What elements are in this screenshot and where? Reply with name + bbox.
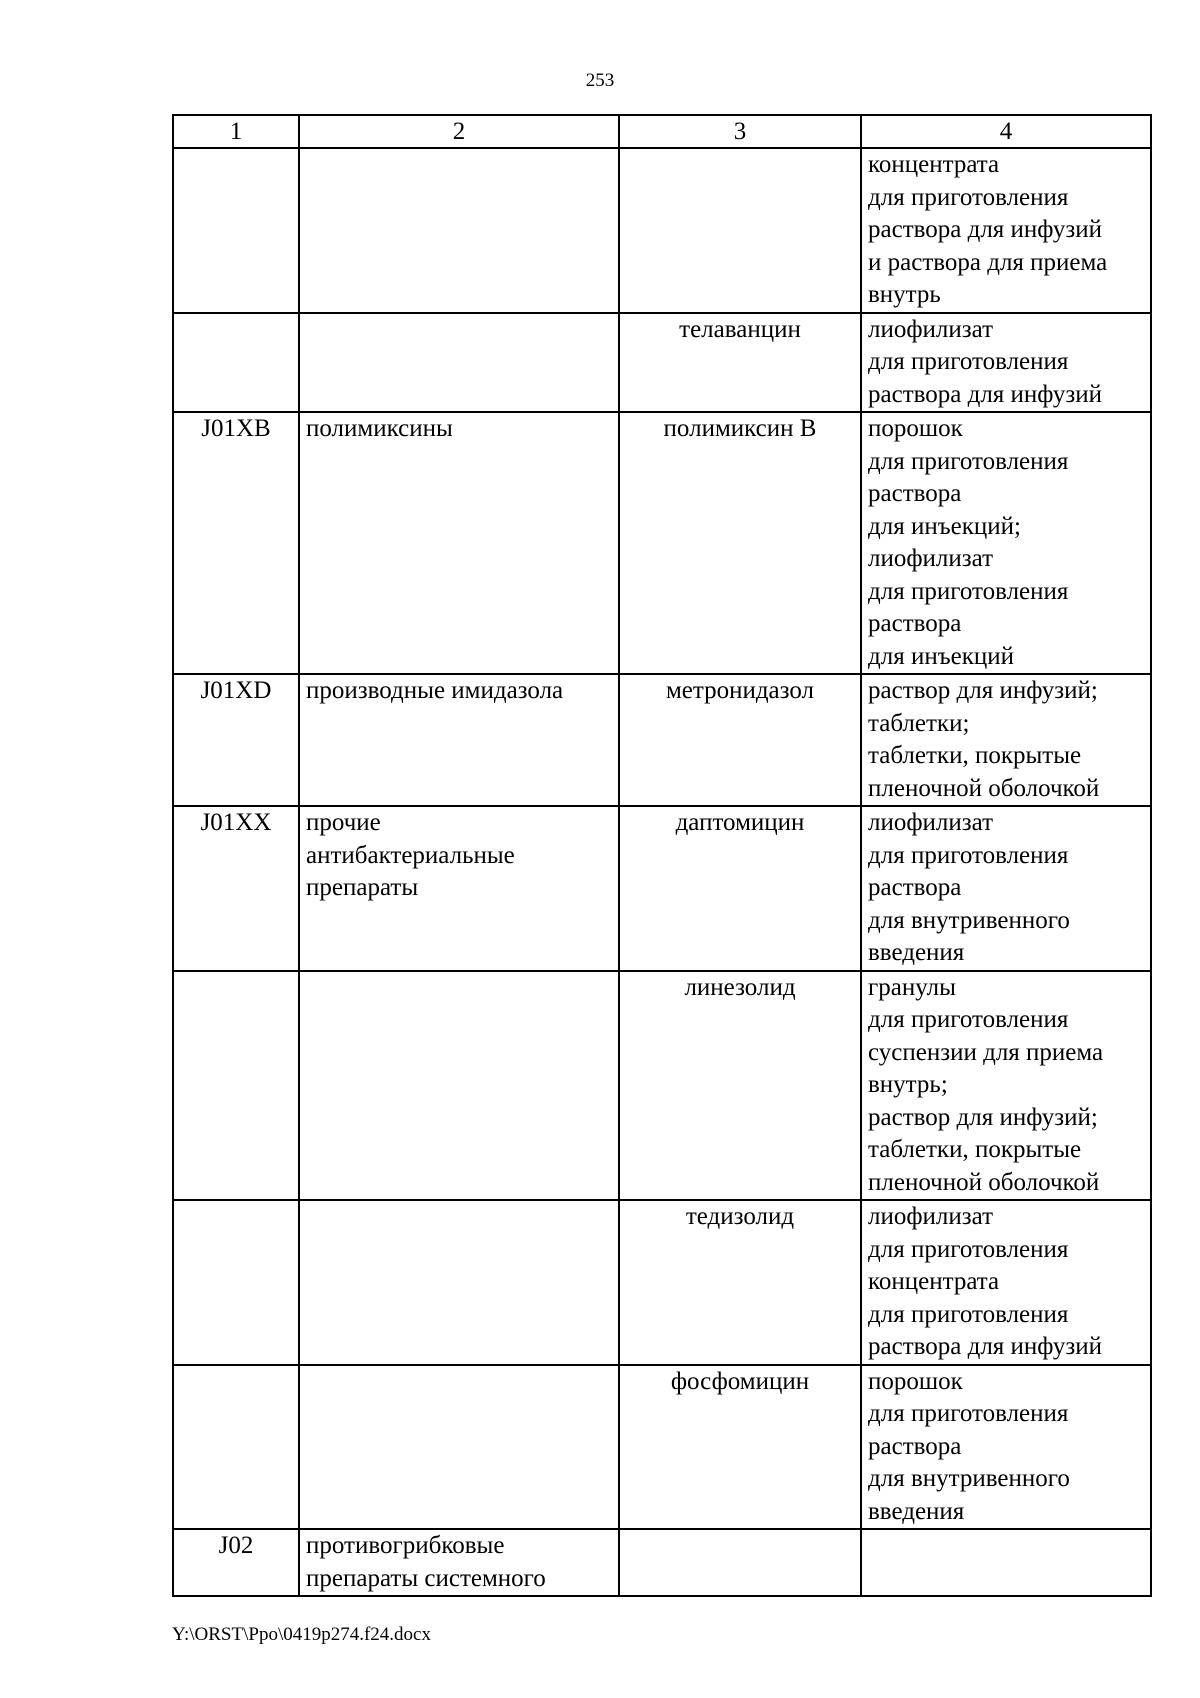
dosage-form-line: для приготовления — [868, 841, 1069, 869]
dosage-form-line: для инъекций — [868, 642, 1015, 670]
atc-code-cell — [173, 1365, 299, 1530]
drug-name-cell — [619, 148, 861, 313]
dosage-form-line: концентрата — [868, 151, 1000, 178]
dosage-form-line: гранулы — [868, 973, 956, 1001]
table-row — [173, 1365, 1151, 1530]
dosage-form-line: пленочной оболочкой — [868, 774, 1100, 802]
group-name-line: прочие — [306, 809, 381, 836]
dosage-form-line: лиофилизат — [868, 315, 994, 343]
dosage-form-line: раствора для инфузий — [868, 216, 1103, 243]
dosage-form-cell — [861, 1529, 1151, 1596]
drug-name-cell: метронидазол — [619, 674, 861, 806]
table-row — [173, 971, 1151, 1201]
dosage-form-cell — [861, 1200, 1151, 1365]
dosage-form-line: для приготовления — [868, 1400, 1069, 1427]
atc-code-cell — [173, 971, 299, 1201]
drug-name-cell — [619, 1529, 861, 1596]
dosage-form-line: для приготовления — [868, 183, 1069, 211]
table-row — [173, 1200, 1151, 1365]
atc-code-cell — [173, 313, 299, 413]
group-name-cell — [299, 806, 619, 971]
dosage-form-line: для инъекций; — [868, 512, 1021, 540]
column-header-2: 2 — [299, 115, 619, 148]
group-name-cell — [299, 1529, 619, 1596]
dosage-form-line: и раствора для приема — [868, 248, 1108, 276]
table-row — [173, 148, 1151, 313]
dosage-form-line: раствор для инфузий; — [868, 1103, 1098, 1131]
group-name-cell — [299, 412, 619, 674]
dosage-form-line: лиофилизат — [868, 545, 994, 572]
table-row — [173, 806, 1151, 971]
group-name-cell — [299, 674, 619, 806]
atc-code-cell — [173, 148, 299, 313]
dosage-form-cell — [861, 412, 1151, 674]
group-name-cell — [299, 1200, 619, 1365]
group-name-line: производные имидазола — [306, 677, 564, 704]
table-row — [173, 1529, 1151, 1596]
drug-name-cell: фосфомицин — [619, 1365, 861, 1530]
dosage-form-line: для приготовления — [868, 577, 1069, 605]
column-header-3: 3 — [619, 115, 861, 148]
atc-code-cell: J01XD — [173, 674, 299, 806]
dosage-form-line: для приготовления — [868, 1235, 1069, 1263]
dosage-form-line: раствора — [868, 874, 962, 901]
drug-name-cell: телаванцин — [619, 313, 861, 413]
dosage-form-cell — [861, 313, 1151, 413]
dosage-form-line: раствора — [868, 1432, 962, 1460]
table-body — [173, 148, 1151, 1596]
group-name-cell — [299, 1365, 619, 1530]
drug-table — [172, 114, 1152, 1597]
group-name-line: антибактериальные — [306, 841, 515, 869]
atc-code-cell: J02 — [173, 1529, 299, 1596]
dosage-form-line: таблетки, покрытые — [868, 742, 1082, 769]
dosage-form-line: раствора для инфузий — [868, 1333, 1103, 1360]
dosage-form-line: раствор для инфузий; — [868, 677, 1098, 704]
dosage-form-cell — [861, 806, 1151, 971]
dosage-form-line: раствора для инфузий — [868, 380, 1103, 408]
dosage-form-line: таблетки; — [868, 709, 970, 737]
column-header-4: 4 — [861, 115, 1151, 148]
group-name-line: противогрибковые — [306, 1532, 505, 1559]
drug-name-cell: даптомицин — [619, 806, 861, 971]
dosage-form-line: для приготовления — [868, 348, 1069, 375]
dosage-form-line: для приготовления — [868, 1300, 1069, 1328]
page-number: 253 — [585, 70, 615, 91]
dosage-form-cell — [861, 674, 1151, 806]
footer-file-path: Y:\ORST\Ppo\0419p274.f24.docx — [172, 1624, 431, 1645]
group-name-line: полимиксины — [306, 415, 453, 442]
table-row — [173, 674, 1151, 806]
dosage-form-line: порошок — [868, 1367, 963, 1395]
dosage-form-line: для внутривенного — [868, 906, 1070, 934]
dosage-form-line: для приготовления — [868, 1006, 1069, 1033]
atc-code-cell: J01XX — [173, 806, 299, 971]
dosage-form-line: порошок — [868, 415, 963, 442]
group-name-cell — [299, 971, 619, 1201]
dosage-form-line: для приготовления — [868, 447, 1069, 475]
dosage-form-line: внутрь — [868, 281, 941, 308]
group-name-line: препараты системного — [306, 1564, 546, 1592]
dosage-form-line: пленочной оболочкой — [868, 1168, 1100, 1196]
dosage-form-cell — [861, 971, 1151, 1201]
drug-name-cell: линезолид — [619, 971, 861, 1201]
dosage-form-line: внутрь; — [868, 1071, 948, 1098]
dosage-form-line: введения — [868, 1497, 965, 1525]
group-name-cell — [299, 148, 619, 313]
table-header-row — [173, 115, 1151, 148]
table-row — [173, 412, 1151, 674]
drug-name-cell: полимиксин В — [619, 412, 861, 674]
dosage-form-cell — [861, 1365, 1151, 1530]
dosage-form-line: суспензии для приема — [868, 1038, 1104, 1066]
atc-code-cell: J01XB — [173, 412, 299, 674]
group-name-line: препараты — [306, 874, 419, 901]
dosage-form-line: для внутривенного — [868, 1465, 1070, 1492]
column-header-1: 1 — [173, 115, 299, 148]
dosage-form-line: раствора — [868, 480, 962, 507]
dosage-form-cell — [861, 148, 1151, 313]
dosage-form-line: раствора — [868, 610, 962, 637]
group-name-cell — [299, 313, 619, 413]
dosage-form-line: лиофилизат — [868, 809, 994, 836]
dosage-form-line: концентрата — [868, 1268, 1000, 1295]
dosage-form-line: лиофилизат — [868, 1203, 994, 1230]
dosage-form-line: введения — [868, 939, 965, 966]
drug-name-cell: тедизолид — [619, 1200, 861, 1365]
dosage-form-line: таблетки, покрытые — [868, 1136, 1082, 1163]
table-row — [173, 313, 1151, 413]
atc-code-cell — [173, 1200, 299, 1365]
